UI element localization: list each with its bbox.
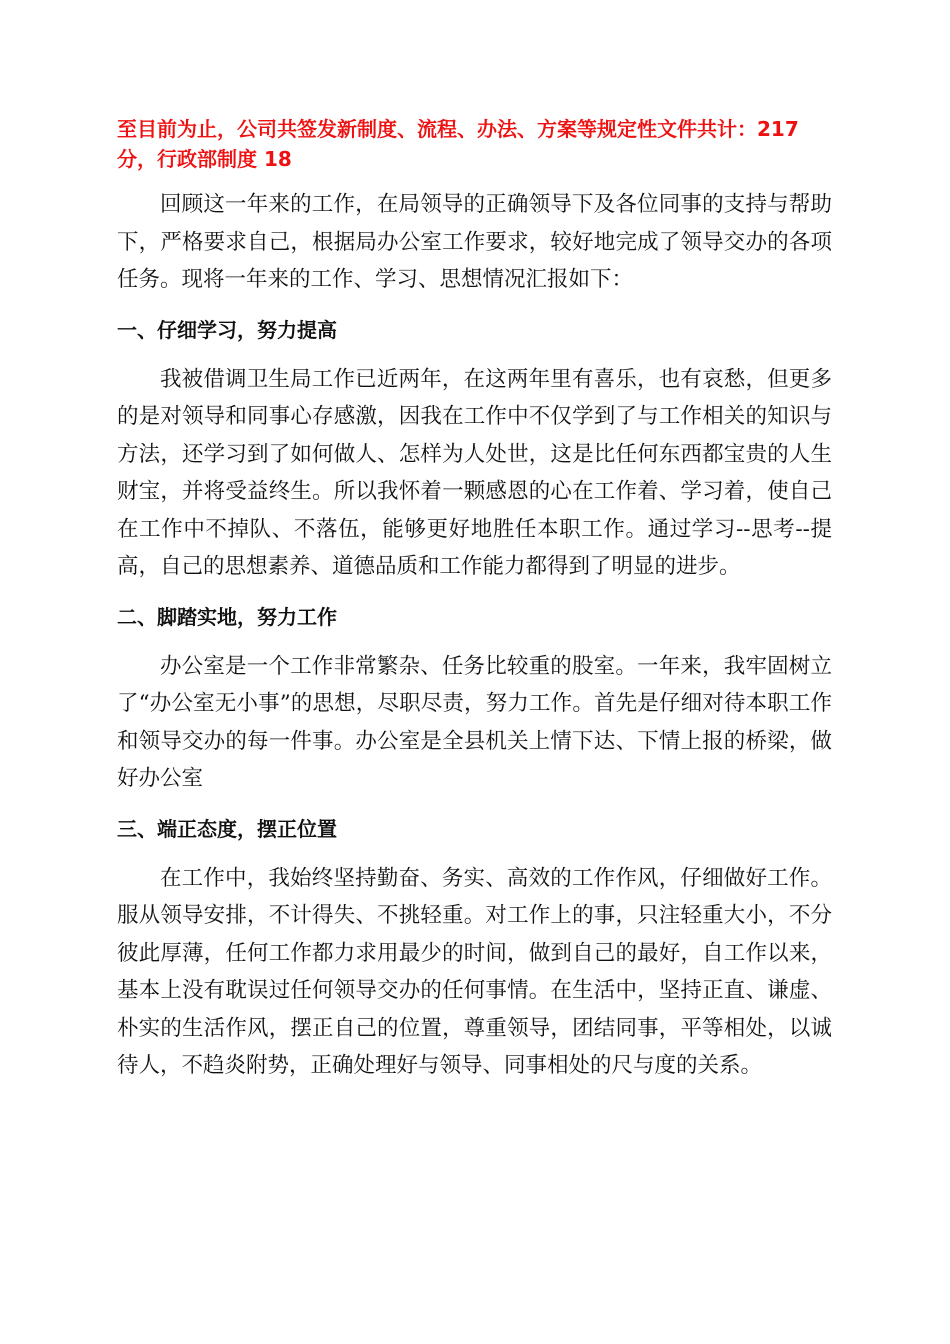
section-heading-1: 一、仔细学习，努力提高	[117, 317, 337, 342]
section-body-2: 办公室是一个工作非常繁杂、任务比较重的股室。一年来，我牢固树立了“办公室无小事”的思想，尽职尽责，努力工作。首先是仔细对待本职工作和领导交办的每一件事。办公室是全县机关上情下达、下情上报的桥梁，做好办公室	[117, 653, 832, 791]
intro-paragraph: 回顾这一年来的工作，在局领导的正确领导下及各位同事的支持与帮助下，严格要求自己，根据局办公室工作要求，较好地完成了领导交办的各项任务。现将一年来的工作、学习、思想情况汇报如下：	[117, 192, 832, 292]
section-heading-2: 二、脚踏实地，努力工作	[117, 604, 337, 629]
section-body-3: 在工作中，我始终坚持勤奋、务实、高效的工作作风，仔细做好工作。服从领导安排，不计得失、不挑轻重。对工作上的事，只注轻重大小，不分彼此厚薄，任何工作都力求用最少的时间，做到自己的最好，自工作以来，基本上没有耽误过任何领导交办的任何事情。在生活中，坚持正直、谦虚、朴实的生活作风，摆正自己的位置，尊重领导，团结同事，平等相处，以诚待人，不趋炎附势，正确处理好与领导、同事相处的尺与度的关系。	[117, 865, 832, 1078]
section-body-1: 我被借调卫生局工作已近两年，在这两年里有喜乐，也有哀愁，但更多的是对领导和同事心存感激，因我在工作中不仅学到了与工作相关的知识与方法，还学习到了如何做人、怎样为人处世，这是比任何东西都宝贵的人生财宝，并将受益终生。所以我怀着一颗感恩的心在工作着、学习着，使自己在工作中不掉队、不落伍，能够更好地胜任本职工作。通过学习--思考--提高，自己的思想素养、道德品质和工作能力都得到了明显的进步。	[117, 366, 832, 579]
notice-text: 至目前为止，公司共签发新制度、流程、办法、方案等规定性文件共计：217 分，行政部制度 18	[117, 117, 799, 171]
document-content	[117, 114, 832, 1101]
section-heading-3: 三、端正态度，摆正位置	[117, 816, 337, 841]
